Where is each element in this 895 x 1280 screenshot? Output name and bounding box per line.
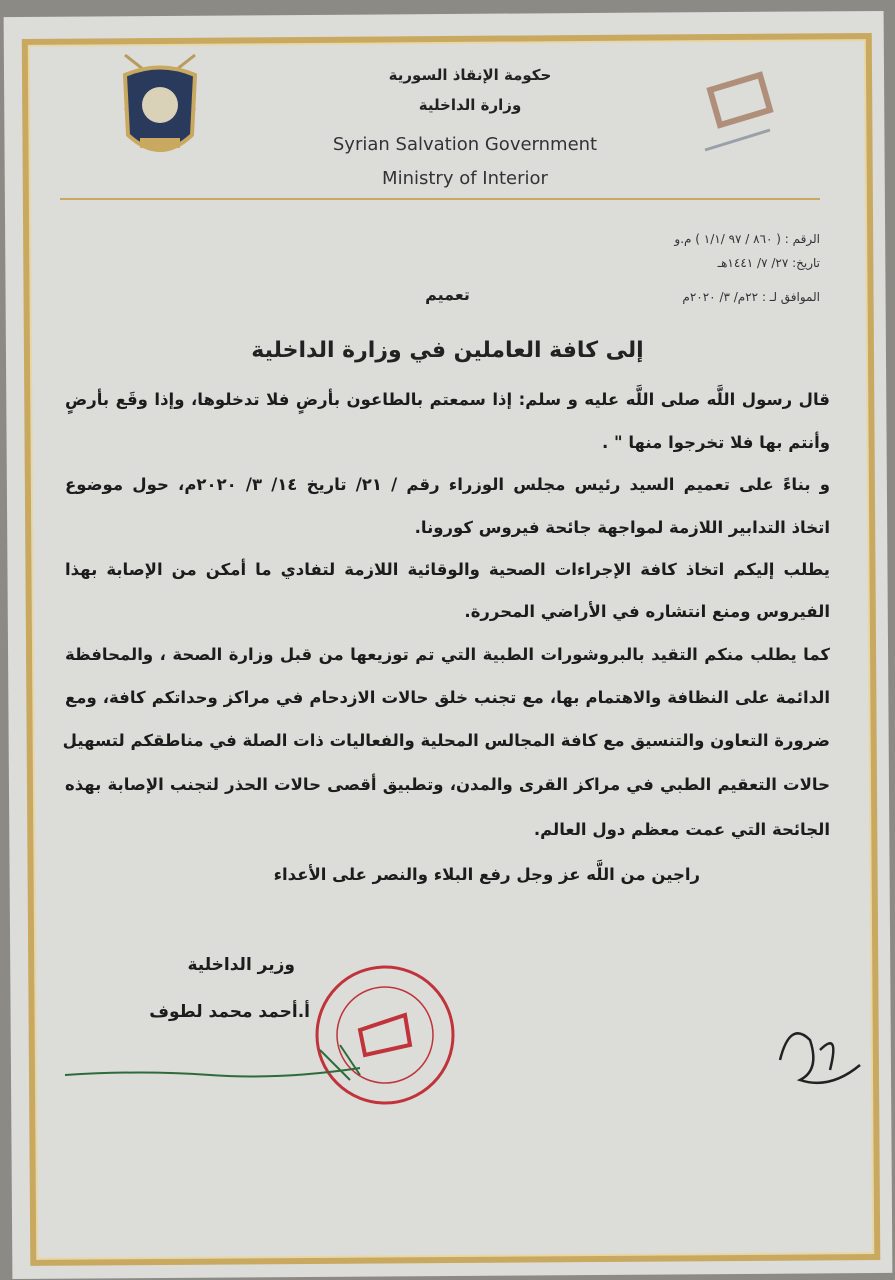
- reference-number: الرقم : ( ٨٦٠ / ٩٧ /١/١ ) م.و: [674, 232, 820, 246]
- body-line: و بناءً على تعميم السيد رئيس مجلس الوزراء رقم / ٢١/ تاريخ ١٤/ ٣/ ٢٠٢٠م، حول موضوع: [65, 475, 830, 494]
- body-line: الدائمة على النظافة والاهتمام بها، مع تجنب خلق حالات الازدحام في مراكز وحداتكم كافة، ومع: [65, 688, 830, 707]
- government-name-arabic: حكومة الإنقاذ السورية: [388, 66, 552, 84]
- government-name-english: Syrian Salvation Government: [332, 134, 598, 155]
- handwritten-signature-icon: [770, 1010, 870, 1100]
- header-divider: [60, 198, 820, 200]
- body-line: كما يطلب منكم التقيد بالبروشورات الطبية التي تم توزيعها من قبل وزارة الصحة ، والمحافظة: [65, 645, 830, 664]
- body-line: وأنتم بها فلا تخرجوا منها " .: [601, 433, 830, 452]
- body-line: يطلب إليكم اتخاذ كافة الإجراءات الصحية والوقائية اللازمة لتفادي ما أمكن من الإصابة بهذا: [65, 560, 830, 579]
- ministry-emblem-icon: [110, 50, 210, 170]
- body-line: حالات التعقيم الطبي في مراكز القرى والمدن، وتطبيق أقصى حالات الحذر لتجنب الإصابة بهذه: [65, 775, 830, 794]
- signatory-title: وزير الداخلية: [187, 955, 295, 975]
- body-line: اتخاذ التدابير اللازمة لمواجهة جائحة فيروس كورونا.: [414, 518, 830, 537]
- body-line: الجائحة التي عمت معظم دول العالم.: [533, 820, 830, 839]
- gregorian-date: الموافق لـ : ٢٢م/ ٣/ ٢٠٢٠م: [682, 290, 820, 304]
- body-line: ضرورة التعاون والتنسيق مع كافة المجالس المحلية والفعاليات ذات الصلة في مناطقكم لتسهيل: [62, 731, 830, 750]
- body-line: قال رسول اللَّه صلى اللَّه عليه و سلم: إذا سمعتم بالطاعون بأرضٍ فلا تدخلوها، وإذا وقَع بأرضٍ: [65, 390, 830, 409]
- ministry-name-arabic: وزارة الداخلية: [418, 96, 522, 114]
- hijri-date: تاريخ: ٢٧/ ٧/ ١٤٤١هـ: [717, 256, 820, 270]
- signatory-name: أ.أحمد محمد لطوف: [149, 1002, 310, 1022]
- closing-line: راجين من اللَّه عز وجل رفع البلاء والنصر على الأعداء: [273, 865, 700, 884]
- addressee: إلى كافة العاملين في وزارة الداخلية: [251, 338, 644, 363]
- signature-scribble-icon: [60, 1040, 380, 1090]
- ministry-name-english: Ministry of Interior: [382, 168, 548, 189]
- body-line: الفيروس ومنع انتشاره في الأراضي المحررة.: [464, 602, 830, 621]
- syria-logo-icon: [700, 70, 780, 160]
- document-type: تعميم: [425, 285, 470, 304]
